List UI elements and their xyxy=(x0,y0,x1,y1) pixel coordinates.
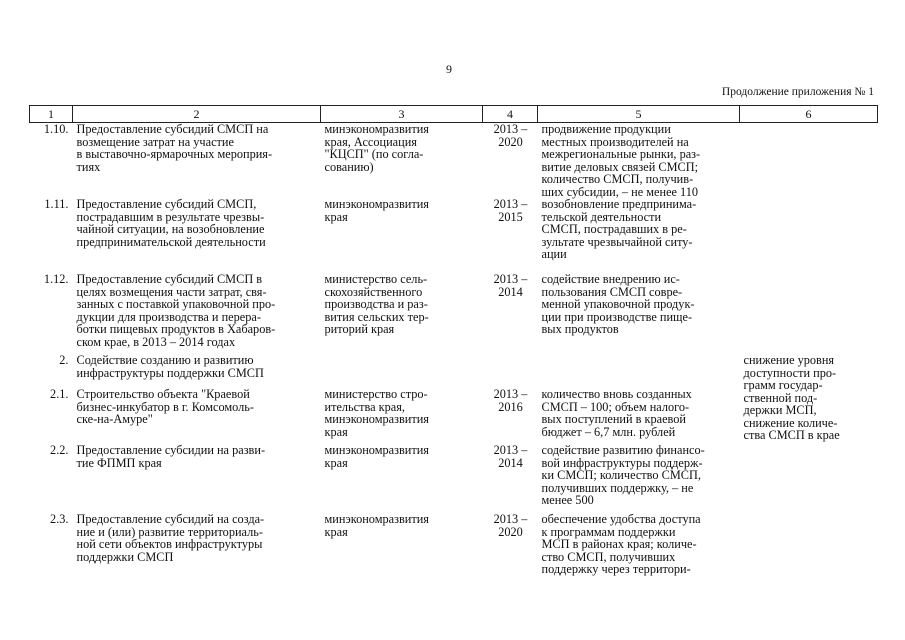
action-cell: Предоставление субсидий на созда- ние и (или) развитие территориаль- ной сети объектов инфраструктуры поддержки СМСП xyxy=(76,512,265,564)
years-cell xyxy=(483,354,538,388)
table-row xyxy=(30,354,878,388)
result-cell: обеспечение удобства доступа к программам поддержки МСП в районах края; количе- ство СМСП, получивших поддержку через территори- xyxy=(541,512,701,576)
section-indicator-cell: снижение уровня доступности про- грамм государ- ственной под- держки МСП, снижение количе- ства СМСП в крае xyxy=(743,353,840,442)
row-number: 2.3. xyxy=(50,512,69,526)
page-number: 9 xyxy=(446,62,452,76)
indicator-cell xyxy=(740,273,878,354)
years-cell: 2013 – 2020 xyxy=(493,512,528,539)
years-cell: 2013 – 2014 xyxy=(493,272,528,299)
row-number: 2. xyxy=(59,353,69,367)
action-cell: Предоставление субсидий СМСП, пострадавшим в результате чрезвы- чайной ситуации, на возобновление предпринимательской деятельности xyxy=(76,197,266,249)
table-row xyxy=(30,273,878,354)
row-number: 1.11. xyxy=(44,197,69,211)
activities-table xyxy=(29,105,878,576)
table-row xyxy=(30,198,878,273)
executor-cell: министерство сель- скохозяйственного производства и раз- вития сельских тер- риторий края xyxy=(324,272,429,336)
executor-cell: министерство стро- ительства края, минэкономразвития края xyxy=(324,387,429,439)
result-cell: содействие развитию финансо- вой инфраструктуры поддерж- ки СМСП; количество СМСП, получивших поддержку, – не менее 500 xyxy=(541,443,705,507)
row-number: 2.2. xyxy=(50,443,69,457)
result-cell xyxy=(538,354,740,388)
action-cell: Строительство объекта "Краевой бизнес-инкубатор в г. Комсомоль- ске-на-Амуре" xyxy=(76,387,254,426)
indicator-cell xyxy=(740,123,878,199)
executor-cell: минэкономразвития края xyxy=(324,197,429,224)
column-header: 2 xyxy=(73,106,321,123)
result-cell: количество вновь созданных СМСП – 100; объем налого- вых поступлений в краевой бюджет – 6,7 млн. рублей xyxy=(541,387,692,439)
column-header: 1 xyxy=(30,106,73,123)
action-cell: Предоставление субсидий СМСП на возмещение затрат на участие в выставочно-ярмарочных мероприя- тиях xyxy=(76,122,273,174)
result-cell: возобновление предпринима- тельской деятельности СМСП, пострадавших в ре- зультате чрезвычайной ситу- ации xyxy=(541,197,697,261)
years-cell: 2013 – 2014 xyxy=(493,443,528,470)
header-row xyxy=(30,106,878,123)
result-cell: продвижение продукции местных производителей на межрегиональные рынки, раз- витие деловых связей СМСП; количество СМСП, получив- ших субсидии, – не менее 110 xyxy=(541,122,701,199)
action-cell: Содействие созданию и развитию инфраструктуры поддержки СМСП xyxy=(76,353,264,380)
years-cell: 2013 – 2015 xyxy=(493,197,528,224)
continuation-label: Продолжение приложения № 1 xyxy=(721,86,874,98)
row-number: 1.10. xyxy=(43,122,69,136)
result-cell: содействие внедрению ис- пользования СМСП совре- менной упаковочной продук- ции при производстве пище- вых продуктов xyxy=(541,272,695,336)
row-number: 2.1. xyxy=(50,387,69,401)
years-cell: 2013 – 2016 xyxy=(493,387,528,414)
executor-cell: минэкономразвития края xyxy=(324,443,429,470)
column-header: 6 xyxy=(740,106,878,123)
row-number: 1.12. xyxy=(43,272,69,286)
action-cell: Предоставление субсидии на разви- тие ФПМП края xyxy=(76,443,266,470)
executor-cell: минэкономразвития края xyxy=(324,512,429,539)
years-cell: 2013 – 2020 xyxy=(493,122,528,149)
executor-cell xyxy=(321,354,483,388)
executor-cell: минэкономразвития края, Ассоциация "КЦСП" (по согла- сованию) xyxy=(324,122,429,174)
indicator-cell xyxy=(740,198,878,273)
column-header: 3 xyxy=(321,106,483,123)
column-header: 5 xyxy=(538,106,740,123)
action-cell: Предоставление субсидий СМСП в целях возмещения части затрат, свя- занных с поставкой упаковочной про- дукции для производства и перера- ботки пищевых продуктов в Хабаров- ском крае, в 2013 – 2014 годах xyxy=(76,272,276,349)
column-header: 4 xyxy=(483,106,538,123)
table-row xyxy=(30,123,878,199)
